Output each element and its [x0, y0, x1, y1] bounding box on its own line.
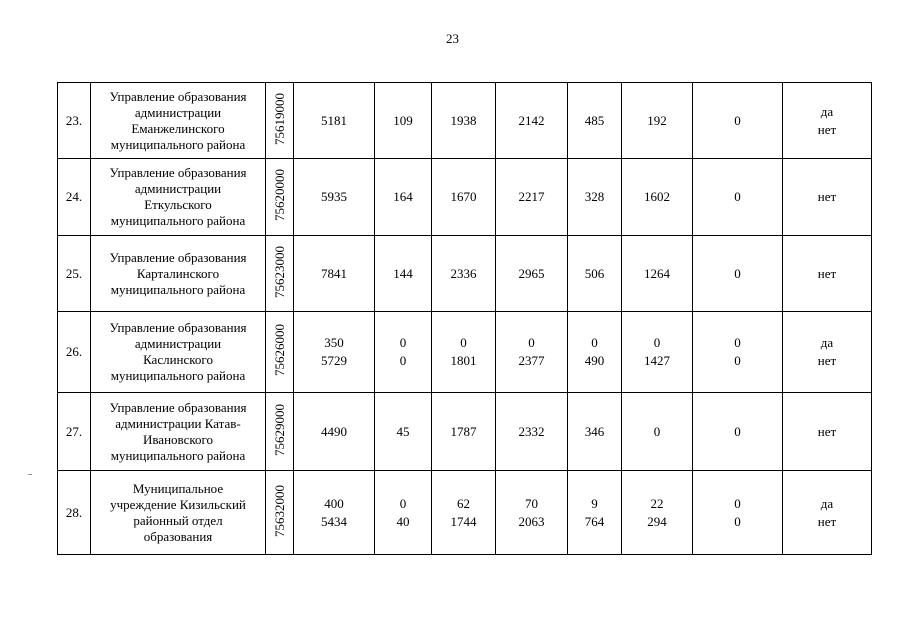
value-line: 2063 — [518, 513, 545, 529]
row-number: 24. — [58, 159, 91, 236]
value-line: 764 — [584, 513, 605, 529]
organization-name-line: администрации — [134, 181, 222, 196]
organization-name-line: Карталинского — [136, 265, 220, 281]
value-line: 346 — [584, 423, 605, 439]
value-line: нет — [817, 423, 837, 439]
value-cell-c2 — [375, 312, 432, 393]
value-line: да — [820, 335, 834, 350]
organization-name-line: Еманжелинского — [131, 120, 225, 136]
value-cell-c2 — [375, 471, 432, 555]
value-cell-c5 — [568, 393, 622, 471]
value-cell-c7 — [693, 393, 783, 471]
organization-name-line: районный отдел — [133, 512, 223, 528]
value-line: 2965 — [518, 265, 545, 281]
value-cell-c3 — [432, 471, 496, 555]
organization-name — [91, 236, 266, 312]
okato-code-text: 75629000 — [272, 403, 287, 456]
value-cell-c4 — [496, 393, 568, 471]
organization-name-line: муниципального района — [110, 447, 246, 463]
row-number: 26. — [58, 312, 91, 393]
value-cell-c8 — [783, 159, 872, 236]
value-line: 7841 — [321, 265, 347, 281]
value-line: 0 — [734, 423, 741, 439]
organization-name-line: Управление образования — [109, 165, 247, 180]
value-cell-c6 — [622, 312, 693, 393]
value-cell-c4 — [496, 83, 568, 159]
value-line: 192 — [647, 112, 667, 128]
value-line: 2217 — [518, 189, 545, 204]
value-cell-c2 — [375, 159, 432, 236]
value-cell-c8 — [783, 393, 872, 471]
value-cell-c7 — [693, 159, 783, 236]
value-line: 0 — [399, 335, 407, 350]
value-line: 144 — [393, 265, 413, 281]
row-number: 25. — [58, 236, 91, 312]
value-line: 0 — [734, 353, 741, 368]
value-line: 70 — [525, 495, 538, 511]
value-cell-c1 — [294, 159, 375, 236]
page-number: 23 — [446, 31, 459, 46]
value-cell-c1 — [294, 83, 375, 159]
value-cell-c2 — [375, 83, 432, 159]
value-cell-c7 — [693, 83, 783, 159]
okato-code-text: 75623000 — [272, 245, 287, 298]
organization-name-line: администрации — [134, 104, 222, 120]
okato-code — [266, 159, 294, 236]
value-line: 490 — [584, 353, 605, 368]
value-cell-c6 — [622, 83, 693, 159]
okato-code-text: 75619000 — [272, 92, 287, 145]
okato-code — [266, 83, 294, 159]
value-line: 40 — [396, 513, 410, 529]
value-line: 0 — [399, 495, 407, 511]
value-line: 1264 — [644, 265, 670, 281]
organization-name-line: Каслинского — [143, 352, 213, 367]
row-number: 23. — [58, 83, 91, 159]
value-line: 109 — [393, 112, 413, 128]
value-line: 2336 — [450, 265, 477, 281]
organization-name — [91, 393, 266, 471]
value-cell-c3 — [432, 236, 496, 312]
okato-code-text: 75632000 — [272, 484, 287, 537]
data-table — [57, 82, 872, 555]
value-line: 0 — [734, 189, 741, 204]
value-cell-c5 — [568, 471, 622, 555]
organization-name-line: муниципального района — [110, 136, 246, 152]
value-cell-c4 — [496, 312, 568, 393]
value-cell-c8 — [783, 236, 872, 312]
value-line: нет — [817, 513, 837, 529]
value-line: 5935 — [321, 189, 347, 204]
value-line: 4490 — [321, 423, 347, 439]
value-line: нет — [817, 189, 837, 204]
value-cell-c4 — [496, 471, 568, 555]
value-cell-c1 — [294, 393, 375, 471]
row-number: 27. — [58, 393, 91, 471]
organization-name-line: муниципального района — [110, 213, 246, 228]
value-cell-c7 — [693, 312, 783, 393]
value-line: 400 — [324, 495, 344, 511]
organization-name-line: Ивановского — [142, 431, 214, 447]
value-line: 45 — [396, 423, 410, 439]
table-row — [58, 312, 872, 393]
okato-code-text: 75620000 — [272, 169, 287, 221]
value-line: 1938 — [450, 112, 477, 128]
value-line: 1670 — [450, 189, 477, 204]
value-cell-c5 — [568, 159, 622, 236]
value-line: 164 — [393, 189, 413, 204]
organization-name-line: Муниципальное — [132, 480, 224, 496]
table-row — [58, 471, 872, 555]
value-cell-c2 — [375, 393, 432, 471]
value-line: 350 — [324, 335, 344, 350]
value-line: 1744 — [450, 513, 477, 529]
okato-code — [266, 393, 294, 471]
value-line: 5181 — [321, 112, 347, 128]
row-number: 28. — [58, 471, 91, 555]
okato-code — [266, 471, 294, 555]
organization-name — [91, 159, 266, 236]
value-line: 1787 — [450, 423, 477, 439]
value-line: 485 — [584, 112, 605, 128]
value-cell-c5 — [568, 83, 622, 159]
okato-code — [266, 312, 294, 393]
okato-code-text: 75626000 — [272, 324, 287, 376]
value-cell-c7 — [693, 236, 783, 312]
value-line: 506 — [584, 265, 605, 281]
value-cell-c1 — [294, 236, 375, 312]
organization-name-line: администрации — [134, 336, 222, 351]
value-line: 0 — [653, 423, 661, 439]
value-cell-c6 — [622, 471, 693, 555]
value-line: 22 — [650, 495, 664, 511]
organization-name-line: учреждение Кизильский — [110, 496, 246, 512]
value-line: 0 — [653, 335, 661, 350]
organization-name-line: муниципального района — [110, 368, 246, 383]
organization-name-line: Управление образования — [109, 320, 247, 335]
okato-code — [266, 236, 294, 312]
value-line: 294 — [647, 513, 667, 529]
value-line: 0 — [734, 513, 741, 529]
value-line: 2142 — [518, 112, 545, 128]
value-cell-c8 — [783, 83, 872, 159]
value-line: да — [820, 103, 834, 119]
value-line: 1427 — [644, 353, 670, 368]
value-cell-c1 — [294, 471, 375, 555]
value-line: 2377 — [518, 353, 545, 368]
value-cell-c6 — [622, 393, 693, 471]
value-cell-c6 — [622, 236, 693, 312]
organization-name-line: администрации Катав- — [115, 415, 241, 431]
value-line: 62 — [457, 495, 470, 511]
value-line: 0 — [734, 495, 741, 511]
value-line: 0 — [399, 353, 407, 368]
value-line: 0 — [591, 335, 598, 350]
organization-name-line: Еткульского — [144, 197, 212, 212]
value-line: 0 — [528, 335, 535, 350]
value-line: да — [820, 495, 834, 511]
table-body — [58, 83, 872, 555]
value-cell-c1 — [294, 312, 375, 393]
organization-name-line: муниципального района — [110, 281, 246, 297]
organization-name — [91, 83, 266, 159]
value-line: 328 — [584, 189, 605, 204]
value-line: 5434 — [321, 513, 347, 529]
value-line: 5729 — [321, 353, 347, 368]
value-cell-c3 — [432, 312, 496, 393]
value-cell-c3 — [432, 83, 496, 159]
organization-name — [91, 471, 266, 555]
value-line: 1602 — [644, 189, 670, 204]
organization-name-line: Управление образования — [109, 399, 247, 415]
value-line: нет — [817, 121, 837, 137]
value-line: 0 — [460, 335, 467, 350]
organization-name-line: Управление образования — [109, 249, 247, 265]
value-line: 2332 — [518, 423, 545, 439]
value-cell-c3 — [432, 393, 496, 471]
value-cell-c6 — [622, 159, 693, 236]
value-cell-c8 — [783, 471, 872, 555]
table-row — [58, 83, 872, 159]
value-cell-c4 — [496, 236, 568, 312]
organization-name-line: образования — [143, 528, 213, 544]
table-row — [58, 393, 872, 471]
value-cell-c4 — [496, 159, 568, 236]
value-line: 9 — [591, 495, 598, 511]
value-line: нет — [817, 353, 837, 368]
value-cell-c2 — [375, 236, 432, 312]
value-line: 1801 — [450, 353, 477, 368]
margin-mark — [28, 474, 32, 475]
value-cell-c3 — [432, 159, 496, 236]
table-row — [58, 236, 872, 312]
organization-name — [91, 312, 266, 393]
table-row — [58, 159, 872, 236]
value-line: нет — [817, 265, 837, 281]
value-line: 0 — [734, 112, 741, 128]
value-cell-c8 — [783, 312, 872, 393]
value-cell-c7 — [693, 471, 783, 555]
value-line: 0 — [734, 335, 741, 350]
value-cell-c5 — [568, 312, 622, 393]
value-cell-c5 — [568, 236, 622, 312]
organization-name-line: Управление образования — [109, 88, 247, 104]
value-line: 0 — [734, 265, 741, 281]
